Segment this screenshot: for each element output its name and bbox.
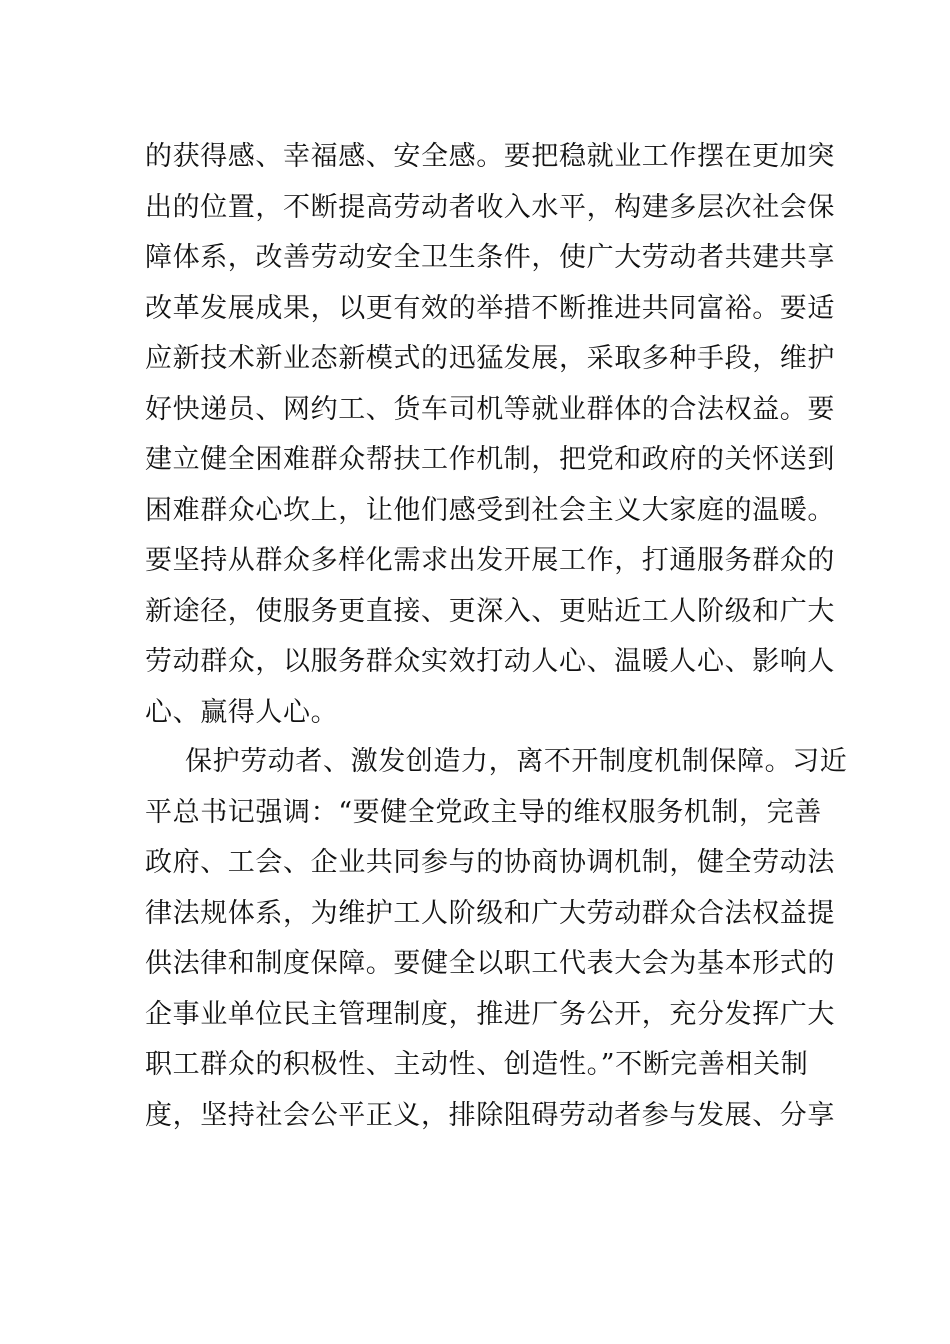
text-line: 困难群众心坎上，让他们感受到社会主义大家庭的温暖。 xyxy=(145,494,835,526)
paragraph-1 xyxy=(145,132,835,738)
text-line: 的获得感、幸福感、安全感。要把稳就业工作摆在更加突 xyxy=(145,141,835,172)
text-line: 障体系，改善劳动安全卫生条件，使广大劳动者共建共享 xyxy=(145,242,835,273)
text-line: 劳动群众，以服务群众实效打动人心、温暖人心、影响人 xyxy=(145,646,835,677)
text-line: 新途径，使服务更直接、更深入、更贴近工人阶级和广大 xyxy=(145,595,835,627)
text-line: 心、赢得人心。 xyxy=(145,696,339,728)
text-line: 保护劳动者、激发创造力，离不开制度机制保障。习近 xyxy=(185,746,848,777)
text-line: 要坚持从群众多样化需求出发开展工作，打通服务群众的 xyxy=(145,545,835,576)
text-line: 出的位置，不断提高劳动者收入水平，构建多层次社会保 xyxy=(145,191,835,223)
text-line: 企事业单位民主管理制度，推进厂务公开，充分发挥广大 xyxy=(145,998,835,1030)
text-line: 平总书记强调：“要健全党政主导的维权服务机制，完善 xyxy=(145,796,822,828)
text-line: 改革发展成果，以更有效的举措不断推进共同富裕。要适 xyxy=(145,292,835,324)
text-line: 律法规体系，为维护工人阶级和广大劳动群众合法权益提 xyxy=(145,897,835,929)
text-line: 应新技术新业态新模式的迅猛发展，采取多种手段，维护 xyxy=(145,343,835,374)
text-line: 供法律和制度保障。要健全以职工代表大会为基本形式的 xyxy=(145,948,835,979)
text-line: 好快递员、网约工、货车司机等就业群体的合法权益。要 xyxy=(145,393,835,425)
paragraph-2 xyxy=(145,737,848,1141)
text-line: 政府、工会、企业共同参与的协商协调机制，健全劳动法 xyxy=(145,847,835,878)
text-line: 建立健全困难群众帮扶工作机制，把党和政府的关怀送到 xyxy=(145,444,835,475)
text-line: 职工群众的积极性、主动性、创造性。”不断完善相关制 xyxy=(145,1049,809,1080)
text-line: 度，坚持社会公平正义，排除阻碍劳动者参与发展、分享 xyxy=(145,1099,835,1131)
